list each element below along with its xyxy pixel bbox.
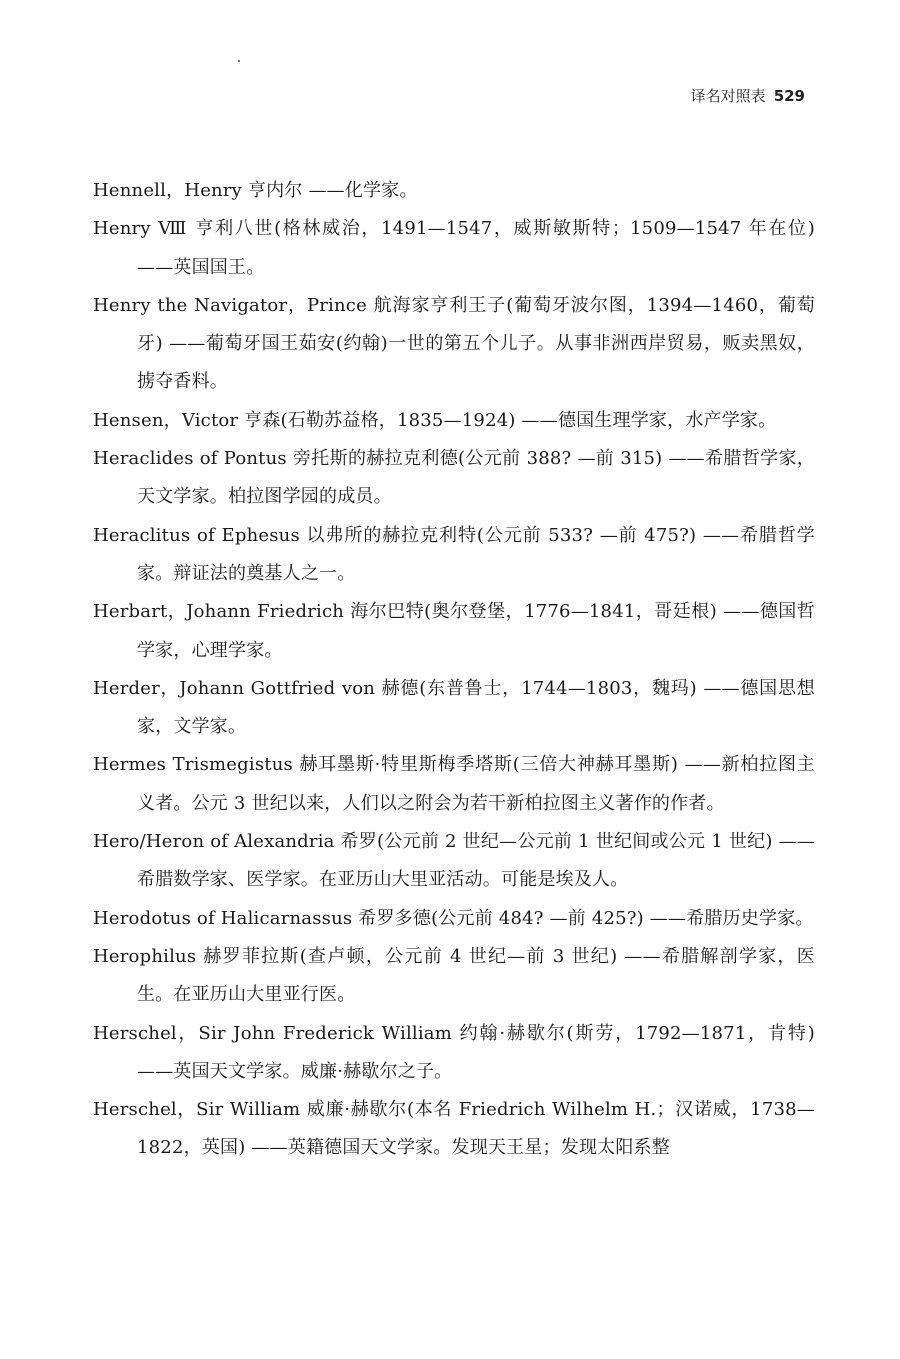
glossary-entry: Hermes Trismegistus 赫耳墨斯·特里斯梅季塔斯(三倍大神赫耳墨斯) ——新柏拉图主义者。公元 3 世纪以来，人们以之附会为若干新柏拉图主义著作的作者。 bbox=[93, 754, 815, 814]
page-number: 529 bbox=[773, 87, 805, 105]
glossary-entry: Hensen，Victor 亨森(石勒苏益格，1835—1924) ——德国生理学家，水产学家。 bbox=[93, 409, 777, 431]
glossary-entry: Herder，Johann Gottfried von 赫德(东普鲁士，1744—1803，魏玛) ——德国思想家，文学家。 bbox=[93, 677, 815, 738]
section-title: 译名对照表 bbox=[690, 87, 766, 105]
glossary-entry: Henry the Navigator，Prince 航海家亨利王子(葡萄牙波尔图，1394—1460，葡萄牙) ——葡萄牙国王茹安(约翰)一世的第五个儿子。从事非洲西岸贸易，贩卖黑奴，掳夺香料。 bbox=[93, 294, 815, 393]
glossary-entry: Herbart，Johann Friedrich 海尔巴特(奥尔登堡，1776—1841，哥廷根) ——德国哲学家，心理学家。 bbox=[93, 601, 815, 661]
running-header bbox=[691, 85, 805, 106]
glossary-entry: Hennell，Henry 亨内尔 ——化学家。 bbox=[93, 180, 418, 201]
glossary-entry: Heraclitus of Ephesus 以弗所的赫拉克利特(公元前 533? —前 475?) ——希腊哲学家。辩证法的奠基人之一。 bbox=[93, 524, 815, 584]
glossary-entry: Herophilus 赫罗菲拉斯(查卢顿，公元前 4 世纪—前 3 世纪) ——希腊解剖学家，医生。在亚历山大里亚行医。 bbox=[93, 945, 815, 1006]
glossary-entry: Hero/Heron of Alexandria 希罗(公元前 2 世纪—公元前 1 世纪间或公元 1 世纪) ——希腊数学家、医学家。在亚历山大里亚活动。可能是埃及人。 bbox=[93, 831, 815, 891]
glossary-entry: Henry Ⅷ 亨利八世(格林威治，1491—1547，威斯敏斯特；1509—1547 年在位) ——英国国王。 bbox=[93, 218, 815, 278]
glossary-entry: Herschel，Sir William 威廉·赫歇尔(本名 Friedrich Wilhelm H.；汉诺威，1738—1822，英国) ——英籍德国天文学家。发现天王星；发现太阳系整 bbox=[93, 1099, 815, 1159]
glossary-entry: Herschel，Sir John Frederick William 约翰·赫歇尔(斯劳，1792—1871，肯特) ——英国天文学家。威廉·赫歇尔之子。 bbox=[93, 1022, 815, 1082]
glossary-entry: Heraclides of Pontus 旁托斯的赫拉克利德(公元前 388? —前 315) ——希腊哲学家，天文学家。柏拉图学园的成员。 bbox=[93, 448, 815, 508]
page-speck bbox=[238, 60, 240, 62]
glossary-entries bbox=[93, 172, 815, 1168]
glossary-entry: Herodotus of Halicarnassus 希罗多德(公元前 484? —前 425?) ——希腊历史学家。 bbox=[93, 907, 814, 929]
